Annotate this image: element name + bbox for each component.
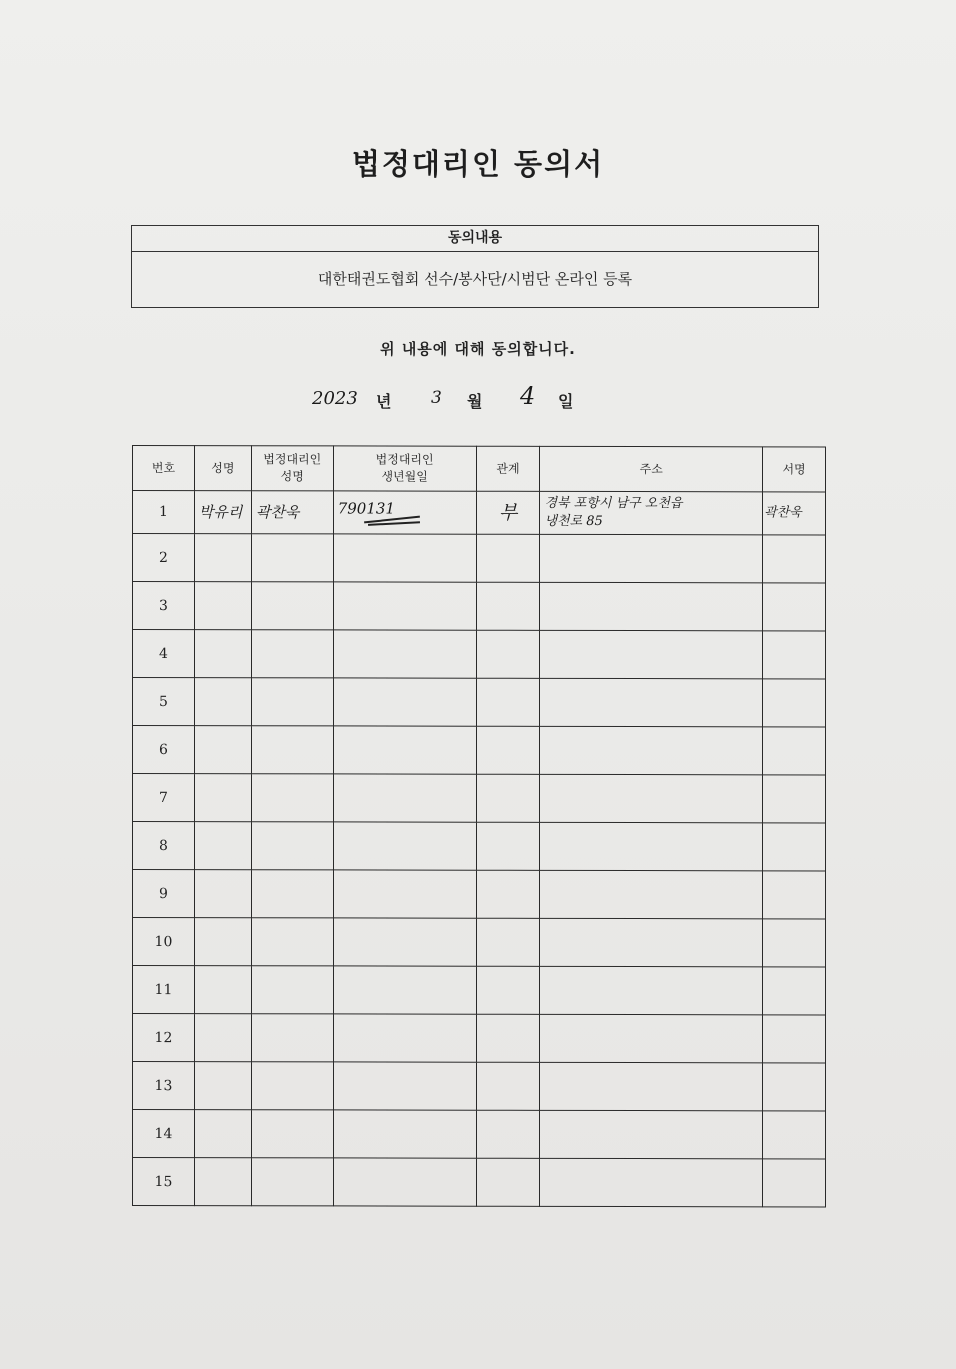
row-address xyxy=(540,726,763,774)
date-month: 3 xyxy=(431,388,442,408)
row-signature xyxy=(763,967,826,1015)
row-relation xyxy=(476,918,540,966)
row-address xyxy=(540,491,763,534)
row-guardian-birth xyxy=(333,630,476,678)
row-guardian-birth xyxy=(333,774,476,822)
row-no: 15 xyxy=(133,1158,195,1206)
table-row xyxy=(133,1110,826,1159)
table-row xyxy=(133,491,826,535)
row-address xyxy=(540,870,763,918)
row-no: 8 xyxy=(133,822,195,870)
table-row xyxy=(133,870,826,919)
row-guardian-birth xyxy=(333,726,476,774)
table-row xyxy=(133,1158,826,1207)
row-name xyxy=(194,966,251,1014)
row-name xyxy=(194,870,251,918)
row-guardian-name xyxy=(251,678,333,726)
table-row xyxy=(133,582,826,631)
table-row xyxy=(133,1062,826,1111)
row-signature xyxy=(763,775,826,823)
table-row xyxy=(133,1014,826,1063)
row-name xyxy=(194,678,251,726)
date-year: 2023 xyxy=(312,388,358,409)
header-guardian-name xyxy=(251,446,333,491)
row-name xyxy=(194,822,251,870)
row-name xyxy=(194,582,251,630)
header-name: 성명 xyxy=(194,446,251,491)
row-guardian-name xyxy=(251,966,333,1014)
row-guardian-name xyxy=(251,1014,333,1062)
row-signature xyxy=(763,1063,826,1111)
row-no: 13 xyxy=(133,1062,195,1110)
header-no: 번호 xyxy=(133,446,195,491)
row-guardian-name xyxy=(251,1158,333,1206)
row-address xyxy=(540,534,763,582)
row-no: 10 xyxy=(133,918,195,966)
row-relation xyxy=(476,1110,540,1158)
row-address-line2: 냉천로 85 xyxy=(544,513,603,529)
consent-body: 대한태권도협회 선수/봉사단/시범단 온라인 등록 xyxy=(317,270,633,288)
row-guardian-birth xyxy=(333,966,476,1014)
row-guardian-birth xyxy=(333,1062,476,1110)
row-address xyxy=(540,966,763,1014)
row-name xyxy=(194,918,251,966)
row-guardian-birth xyxy=(333,678,476,726)
row-relation xyxy=(476,491,540,534)
row-guardian-name xyxy=(251,726,333,774)
row-signature xyxy=(763,583,826,631)
row-signature xyxy=(763,1015,826,1063)
date-day: 4 xyxy=(520,382,536,410)
row-signature xyxy=(763,727,826,775)
row-name xyxy=(194,630,251,678)
header-guardian-birth-line1: 법정대리인 xyxy=(375,452,434,467)
row-address xyxy=(540,630,763,678)
row-signature xyxy=(763,823,826,871)
row-relation xyxy=(476,966,540,1014)
header-guardian-name-line2: 성명 xyxy=(280,469,304,484)
row-guardian-name xyxy=(251,918,333,966)
row-relation xyxy=(476,1158,540,1206)
row-no: 1 xyxy=(133,491,195,534)
row-address xyxy=(540,1062,763,1110)
row-relation xyxy=(476,582,540,630)
row-name xyxy=(194,534,251,582)
row-relation xyxy=(476,774,540,822)
row-name xyxy=(194,1110,251,1158)
row-signature xyxy=(763,679,826,727)
row-relation xyxy=(476,726,540,774)
row-guardian-name-handwritten: 곽찬욱 xyxy=(255,503,300,522)
registration-table xyxy=(132,445,826,1207)
row-no: 2 xyxy=(133,534,195,582)
row-name xyxy=(194,726,251,774)
row-address xyxy=(540,918,763,966)
table-header-row xyxy=(133,446,826,492)
row-signature xyxy=(763,535,826,583)
row-no: 4 xyxy=(133,630,195,678)
row-relation xyxy=(476,534,540,582)
row-guardian-birth xyxy=(333,1158,476,1206)
row-no: 14 xyxy=(133,1110,195,1158)
row-name xyxy=(194,1062,251,1110)
consent-header: 동의내용 xyxy=(132,226,818,252)
header-address: 주소 xyxy=(540,446,763,491)
row-relation xyxy=(476,1014,540,1062)
row-address xyxy=(540,1158,763,1206)
table-row xyxy=(133,966,826,1015)
consent-content-box xyxy=(131,225,819,308)
row-name xyxy=(194,774,251,822)
row-no: 9 xyxy=(133,870,195,918)
date-year-unit: 년 xyxy=(376,392,392,411)
row-signature xyxy=(763,919,826,967)
row-address xyxy=(540,582,763,630)
table-row xyxy=(133,774,826,823)
row-address xyxy=(540,1014,763,1062)
row-no: 6 xyxy=(133,726,195,774)
row-no: 11 xyxy=(133,966,195,1014)
header-guardian-birth-line2: 생년월일 xyxy=(381,469,428,484)
date-month-unit: 월 xyxy=(467,392,483,411)
row-no: 12 xyxy=(133,1014,195,1062)
row-signature-handwritten: 곽찬욱 xyxy=(764,505,802,521)
row-signature xyxy=(763,1111,826,1159)
row-guardian-birth xyxy=(333,822,476,870)
row-signature xyxy=(763,631,826,679)
row-name xyxy=(194,1014,251,1062)
row-signature xyxy=(763,1159,826,1207)
row-guardian-birth xyxy=(333,1014,476,1062)
row-relation-handwritten: 부 xyxy=(498,501,518,524)
table-row xyxy=(133,534,826,583)
row-name-handwritten: 박유리 xyxy=(198,503,243,522)
row-guardian-birth xyxy=(333,870,476,918)
row-no: 5 xyxy=(133,678,195,726)
table-row xyxy=(133,678,826,727)
header-relation: 관계 xyxy=(476,446,540,491)
row-guardian-birth xyxy=(333,534,476,582)
row-address xyxy=(540,774,763,822)
row-guardian-name xyxy=(251,822,333,870)
row-guardian-name xyxy=(251,1110,333,1158)
document-title: 법정대리인 동의서 xyxy=(351,147,605,181)
table-row xyxy=(133,630,826,679)
header-signature: 서명 xyxy=(763,447,826,492)
row-guardian-birth xyxy=(333,918,476,966)
row-signature xyxy=(763,871,826,919)
table-row xyxy=(133,822,826,871)
table-row xyxy=(133,726,826,775)
row-guardian-name xyxy=(251,774,333,822)
row-guardian-name xyxy=(251,534,333,582)
row-no: 3 xyxy=(133,582,195,630)
row-address-line1: 경북 포항시 남구 오천읍 xyxy=(544,495,683,512)
row-name xyxy=(194,1158,251,1206)
row-relation xyxy=(476,1062,540,1110)
row-relation xyxy=(476,822,540,870)
row-relation xyxy=(476,630,540,678)
row-guardian-name xyxy=(251,582,333,630)
row-relation xyxy=(476,870,540,918)
row-guardian-name xyxy=(251,870,333,918)
row-address xyxy=(540,822,763,870)
header-guardian-name-line1: 법정대리인 xyxy=(263,452,322,467)
row-signature xyxy=(763,492,826,535)
table-row xyxy=(133,918,826,967)
row-name xyxy=(194,491,251,534)
row-guardian-birth-handwritten: 790131 xyxy=(337,499,395,518)
date-day-unit: 일 xyxy=(558,392,574,411)
row-guardian-birth xyxy=(333,582,476,630)
row-guardian-birth xyxy=(333,1110,476,1158)
row-guardian-name xyxy=(251,491,333,534)
row-guardian-birth xyxy=(333,491,476,534)
row-address xyxy=(540,1110,763,1158)
header-guardian-birth xyxy=(333,446,476,491)
date-line xyxy=(300,384,600,414)
row-guardian-name xyxy=(251,1062,333,1110)
agreement-statement: 위 내용에 대해 동의합니다. xyxy=(380,340,576,358)
row-address xyxy=(540,678,763,726)
row-relation xyxy=(476,678,540,726)
row-no: 7 xyxy=(133,774,195,822)
row-guardian-name xyxy=(251,630,333,678)
